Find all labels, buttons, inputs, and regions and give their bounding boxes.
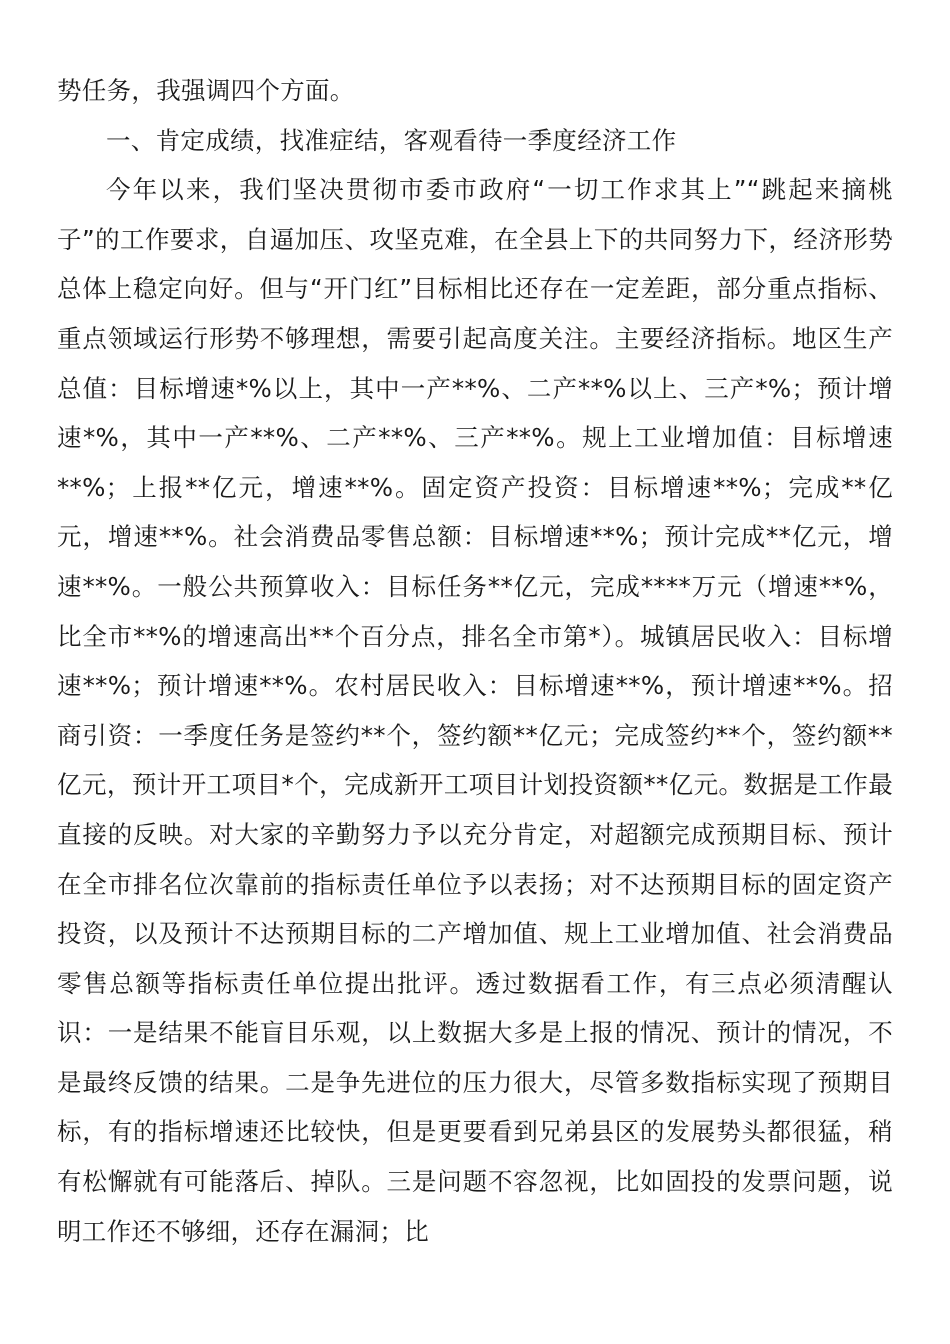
document-body [57, 66, 893, 1256]
section-heading-1: 一、肯定成绩，找准症结，客观看待一季度经济工作 [106, 125, 677, 155]
paragraph-economic-review: 今年以来，我们坚决贯彻市委市政府“一切工作求其上”“跳起来摘桃子”的工作要求，自逼加压、攻坚克难，在全县上下的共同努力下，经济形势总体上稳定向好。但与“开门红”目标相比还存在一定差距，部分重点指标、重点领域运行形势不够理想，需要引起高度关注。主要经济指标。地区生产总值：目标增速*%以上，其中一产**%、二产**%以上、三产*%；预计增速*%，其中一产**%、二产**%、三产**%。规上工业增加值：目标增速**%；上报**亿元，增速**%。固定资产投资：目标增速**%；完成**亿元，增速**%。社会消费品零售总额：目标增速**%；预计完成**亿元，增速**%。一般公共预算收入：目标任务**亿元，完成****万元（增速**%，比全市**%的增速高出**个百分点，排名全市第*）。城镇居民收入：目标增速**%；预计增速**%。农村居民收入：目标增速**%，预计增速**%。招商引资：一季度任务是签约**个，签约额**亿元；完成签约**个，签约额**亿元，预计开工项目*个，完成新开工项目计划投资额**亿元。数据是工作最直接的反映。对大家的辛勤努力予以充分肯定，对超额完成预期目标、预计在全市排名位次靠前的指标责任单位予以表扬；对不达预期目标的固定资产投资，以及预计不达预期目标的二产增加值、规上工业增加值、社会消费品零售总额等指标责任单位提出批评。透过数据看工作，有三点必须清醒认识：一是结果不能盲目乐观，以上数据大多是上报的情况、预计的情况，不是最终反馈的结果。二是争先进位的压力很大，尽管多数指标实现了预期目标，有的指标增速还比较快，但是更要看到兄弟县区的发展势头都很猛，稍有松懈就有可能落后、掉队。三是问题不容忽视，比如固投的发票问题，说明工作还不够细，还存在漏洞；比 [57, 175, 893, 1246]
paragraph-continuation: 势任务，我强调四个方面。 [57, 76, 355, 105]
